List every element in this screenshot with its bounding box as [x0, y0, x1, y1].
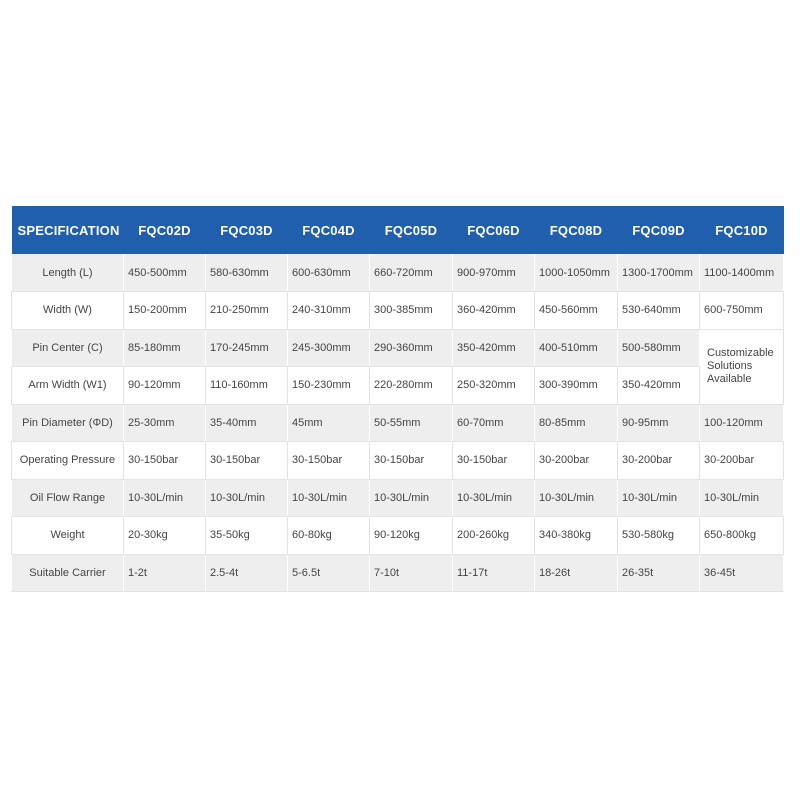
table-cell: 600-750mm — [700, 292, 784, 330]
header-model: FQC03D — [206, 206, 288, 254]
table-cell: 10-30L/min — [124, 479, 206, 517]
row-label: Suitable Carrier — [12, 554, 124, 592]
table-cell: 30-200bar — [700, 442, 784, 480]
table-cell: 300-390mm — [535, 367, 618, 405]
table-cell: 60-70mm — [453, 404, 535, 442]
table-row — [12, 554, 784, 592]
table-cell: 360-420mm — [453, 292, 535, 330]
header-model: FQC02D — [124, 206, 206, 254]
header-model: FQC09D — [618, 206, 700, 254]
table-cell: 110-160mm — [206, 367, 288, 405]
table-header-row — [12, 206, 784, 254]
row-label: Arm Width (W1) — [12, 367, 124, 405]
table-cell: 10-30L/min — [206, 479, 288, 517]
table-cell: 100-120mm — [700, 404, 784, 442]
table-cell: 30-200bar — [535, 442, 618, 480]
table-cell: 10-30L/min — [535, 479, 618, 517]
table-cell: 210-250mm — [206, 292, 288, 330]
table-cell: 600-630mm — [288, 254, 370, 292]
table-cell: 1000-1050mm — [535, 254, 618, 292]
table-cell: 350-420mm — [453, 329, 535, 367]
table-row — [12, 404, 784, 442]
table-cell: 300-385mm — [370, 292, 453, 330]
table-cell: 240-310mm — [288, 292, 370, 330]
table-cell: 30-150bar — [124, 442, 206, 480]
table-cell: 45mm — [288, 404, 370, 442]
table-cell: 900-970mm — [453, 254, 535, 292]
row-label: Width (W) — [12, 292, 124, 330]
table-row — [12, 367, 784, 405]
table-cell: 170-245mm — [206, 329, 288, 367]
table-cell: 660-720mm — [370, 254, 453, 292]
table-cell: 26-35t — [618, 554, 700, 592]
table-cell: 10-30L/min — [288, 479, 370, 517]
table-cell: 400-510mm — [535, 329, 618, 367]
table-row — [12, 517, 784, 555]
table-cell: 500-580mm — [618, 329, 700, 367]
header-model: FQC10D — [700, 206, 784, 254]
table-row — [12, 329, 784, 367]
row-label: Length (L) — [12, 254, 124, 292]
table-cell: 1300-1700mm — [618, 254, 700, 292]
row-label: Weight — [12, 517, 124, 555]
table-cell: 530-580kg — [618, 517, 700, 555]
table-cell: 200-260kg — [453, 517, 535, 555]
table-cell: 245-300mm — [288, 329, 370, 367]
table-cell: 90-95mm — [618, 404, 700, 442]
table-cell: 35-50kg — [206, 517, 288, 555]
table-cell: 10-30L/min — [700, 479, 784, 517]
table-cell: 30-150bar — [370, 442, 453, 480]
table-cell: 85-180mm — [124, 329, 206, 367]
row-label: Pin Diameter (ΦD) — [12, 404, 124, 442]
table-cell: 350-420mm — [618, 367, 700, 405]
table-cell: 30-150bar — [206, 442, 288, 480]
table-cell: 450-500mm — [124, 254, 206, 292]
specification-table — [11, 206, 784, 592]
customizable-note: Customizable Solutions Available — [700, 329, 784, 404]
table-row — [12, 479, 784, 517]
table-cell: 580-630mm — [206, 254, 288, 292]
row-label: Oil Flow Range — [12, 479, 124, 517]
table-cell: 30-150bar — [453, 442, 535, 480]
table-row — [12, 254, 784, 292]
table-cell: 10-30L/min — [370, 479, 453, 517]
table-cell: 11-17t — [453, 554, 535, 592]
table-cell: 5-6.5t — [288, 554, 370, 592]
header-specification: SPECIFICATION — [12, 206, 124, 254]
table-cell: 90-120kg — [370, 517, 453, 555]
table-row — [12, 442, 784, 480]
table-cell: 650-800kg — [700, 517, 784, 555]
table-cell: 50-55mm — [370, 404, 453, 442]
table-cell: 530-640mm — [618, 292, 700, 330]
table-cell: 18-26t — [535, 554, 618, 592]
table-cell: 35-40mm — [206, 404, 288, 442]
table-cell: 150-200mm — [124, 292, 206, 330]
table-cell: 340-380kg — [535, 517, 618, 555]
table-cell: 150-230mm — [288, 367, 370, 405]
header-model: FQC05D — [370, 206, 453, 254]
table-cell: 450-560mm — [535, 292, 618, 330]
table-cell: 60-80kg — [288, 517, 370, 555]
table-cell: 2.5-4t — [206, 554, 288, 592]
header-model: FQC04D — [288, 206, 370, 254]
table-cell: 10-30L/min — [453, 479, 535, 517]
table-row — [12, 292, 784, 330]
table-cell: 220-280mm — [370, 367, 453, 405]
table-cell: 20-30kg — [124, 517, 206, 555]
header-model: FQC06D — [453, 206, 535, 254]
table-cell: 90-120mm — [124, 367, 206, 405]
table-cell: 7-10t — [370, 554, 453, 592]
row-label: Pin Center (C) — [12, 329, 124, 367]
table-cell: 290-360mm — [370, 329, 453, 367]
table-cell: 80-85mm — [535, 404, 618, 442]
header-model: FQC08D — [535, 206, 618, 254]
table-cell: 25-30mm — [124, 404, 206, 442]
table-cell: 1100-1400mm — [700, 254, 784, 292]
table-cell: 1-2t — [124, 554, 206, 592]
table-cell: 30-150bar — [288, 442, 370, 480]
table-cell: 30-200bar — [618, 442, 700, 480]
row-label: Operating Pressure — [12, 442, 124, 480]
table-cell: 36-45t — [700, 554, 784, 592]
table-cell: 10-30L/min — [618, 479, 700, 517]
table-cell: 250-320mm — [453, 367, 535, 405]
